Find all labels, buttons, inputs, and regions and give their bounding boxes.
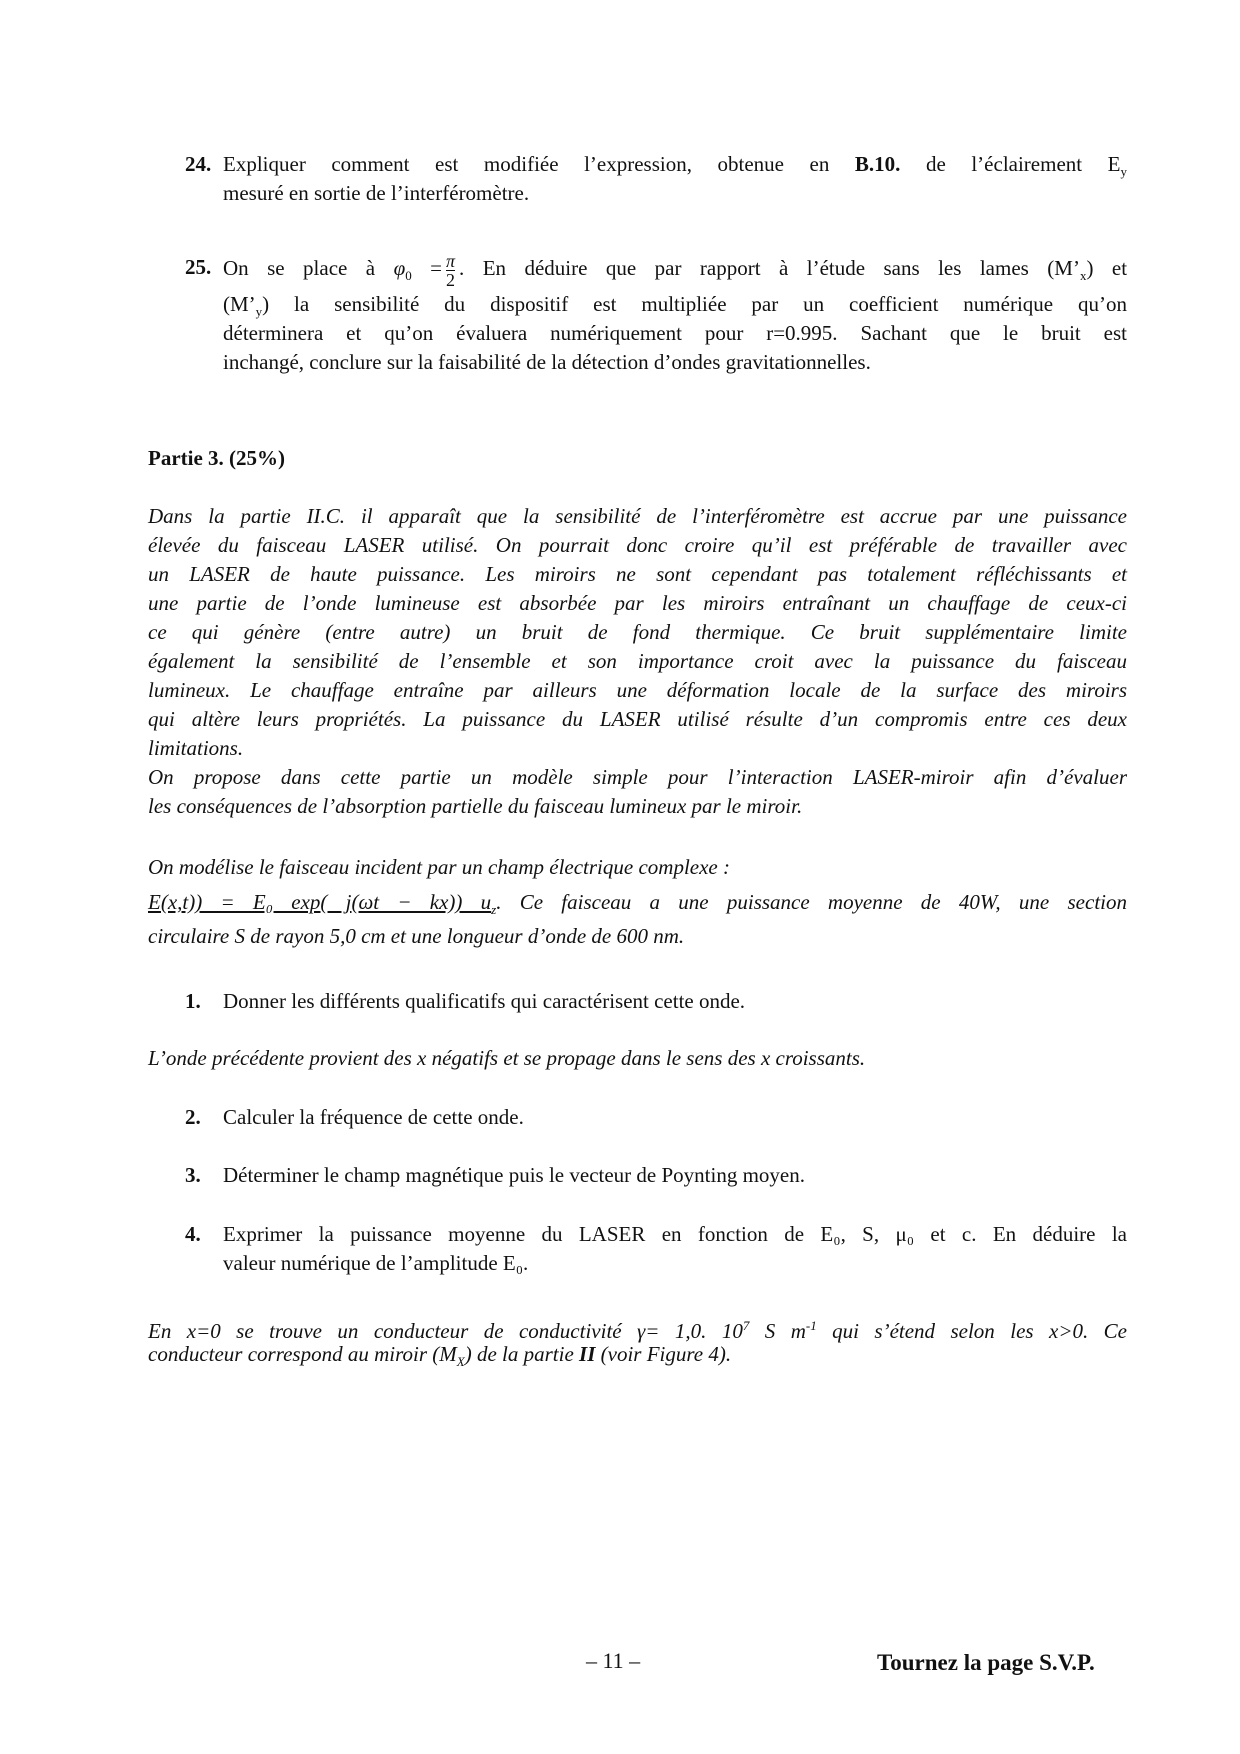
question-number: 4. (185, 1222, 201, 1246)
text-line (223, 246, 1127, 290)
intro-paragraph (148, 502, 1127, 821)
text-line: Dans la partie II.C. il apparaît que la sensibilité de l’interféromètre est accrue par une puissance (148, 504, 1127, 528)
text: Expliquer comment est modifiée l’expression, obtenue en (223, 152, 830, 176)
final-paragraph (148, 1311, 1127, 1369)
section-title: Partie 3. (25%) (148, 446, 286, 470)
text-line (223, 150, 1127, 179)
text-line: On modélise le faisceau incident par un champ électrique complexe : (148, 855, 730, 879)
superscript: -1 (805, 1318, 817, 1333)
symbol: φ (393, 256, 406, 280)
text-line (223, 290, 1127, 319)
equation-line (148, 882, 1127, 922)
text: ) la sensibilité du dispositif est multipliée par un coefficient numérique qu’on (262, 292, 1127, 316)
fraction (446, 252, 455, 289)
text-line: les conséquences de l’absorption partielle du faisceau lumineux par le miroir. (148, 794, 803, 818)
symbol: E (1107, 152, 1121, 176)
text-line: qui altère leurs propriétés. La puissance du LASER utilisé résulte d’un compromis entre ces deux (148, 707, 1127, 731)
text-line: un LASER de haute puissance. Les miroirs ne sont cependant pas totalement réfléchissants et (148, 562, 1127, 586)
turn-page-note: Tournez la page S.V.P. (877, 1650, 1095, 1675)
question-2: Calculer la fréquence de cette onde. (223, 1105, 524, 1129)
page-number: – 11 – (586, 1648, 641, 1673)
text: S m (749, 1319, 806, 1343)
text-line: valeur numérique de l’amplitude E₀. (223, 1251, 529, 1275)
model-paragraph (148, 853, 1127, 951)
text-line: également la sensibilité de l’ensemble et son importance croit avec la puissance du faisceau (148, 649, 1127, 673)
question-number: 2. (185, 1105, 201, 1129)
text-line: lumineux. Le chauffage entraîne par ailleurs une déformation locale de la surface des miroirs (148, 678, 1127, 702)
reference: B.10. (854, 152, 901, 176)
subscript: y (1120, 164, 1127, 180)
text-line (148, 1311, 1127, 1343)
subscript: 0 (405, 268, 412, 284)
text: (M’ (223, 292, 256, 316)
text: qui s’étend selon les x>0. Ce (816, 1319, 1127, 1343)
subscript: x (1079, 268, 1087, 284)
question-number: 1. (185, 989, 201, 1013)
question-number: 3. (185, 1163, 201, 1187)
reference: II (579, 1342, 596, 1366)
question-24 (223, 150, 1127, 208)
question-1: Donner les différents qualificatifs qui caractérisent cette onde. (223, 989, 746, 1013)
text-line: limitations. (148, 736, 244, 760)
text: . En déduire que par rapport à l’étude sans les lames (M’ (459, 256, 1080, 280)
text-line: On propose dans cette partie un modèle simple pour l’interaction LASER-miroir afin d’évaluer (148, 765, 1127, 789)
question-3: Déterminer le champ magnétique puis le vecteur de Poynting moyen. (223, 1163, 805, 1187)
text-line: déterminera et qu’on évaluera numériquement pour r=0.995. Sachant que le bruit est (223, 321, 1127, 345)
text: (voir Figure 4). (595, 1342, 732, 1366)
text-line: ce qui génère (entre autre) un bruit de fond thermique. Ce bruit supplémentaire limite (148, 620, 1127, 644)
text-line: inchangé, conclure sur la faisabilité de la détection d’ondes gravitationnelles. (223, 350, 871, 374)
text: conducteur correspond au miroir (M (148, 1342, 457, 1366)
symbol: = (430, 256, 442, 280)
subscript: X (456, 1354, 465, 1370)
superscript: 7 (742, 1318, 750, 1333)
text-line: circulaire S de rayon 5,0 cm et une longueur d’onde de 600 nm. (148, 924, 685, 948)
text: . Ce faisceau a une puissance moyenne de 40W, une section (496, 890, 1127, 914)
question-number: 24. (185, 152, 212, 176)
text-line (148, 1340, 1127, 1369)
subscript: y (255, 304, 263, 320)
numerator: π (445, 250, 456, 271)
text: de l’éclairement (925, 152, 1083, 176)
text-line: Exprimer la puissance moyenne du LASER en fonction de E₀, S, μ₀ et c. En déduire la (223, 1222, 1127, 1246)
question-4 (223, 1220, 1127, 1278)
text: ) et (1086, 256, 1128, 280)
text-line: mesuré en sortie de l’interféromètre. (223, 181, 530, 205)
text: ) de la partie (464, 1342, 580, 1366)
text-line: élevée du faisceau LASER utilisé. On pourrait donc croire qu’il est préférable de travailler avec (148, 533, 1127, 557)
note: L’onde précédente provient des x négatifs et se propage dans le sens des x croissants. (148, 1046, 866, 1070)
question-25 (223, 246, 1127, 377)
text-line: une partie de l’onde lumineuse est absorbée par les miroirs entraînant un chauffage de ceux-ci (148, 591, 1127, 615)
question-number: 25. (185, 255, 212, 279)
subscript: z (491, 902, 497, 918)
text: On se place à (223, 256, 376, 280)
text: En x=0 se trouve un conducteur de conductivité γ= 1,0. 10 (148, 1319, 743, 1343)
denominator: 2 (445, 269, 455, 290)
equation: E(x,t)) = E₀ exp( j(ωt − kx)) u (148, 890, 492, 914)
